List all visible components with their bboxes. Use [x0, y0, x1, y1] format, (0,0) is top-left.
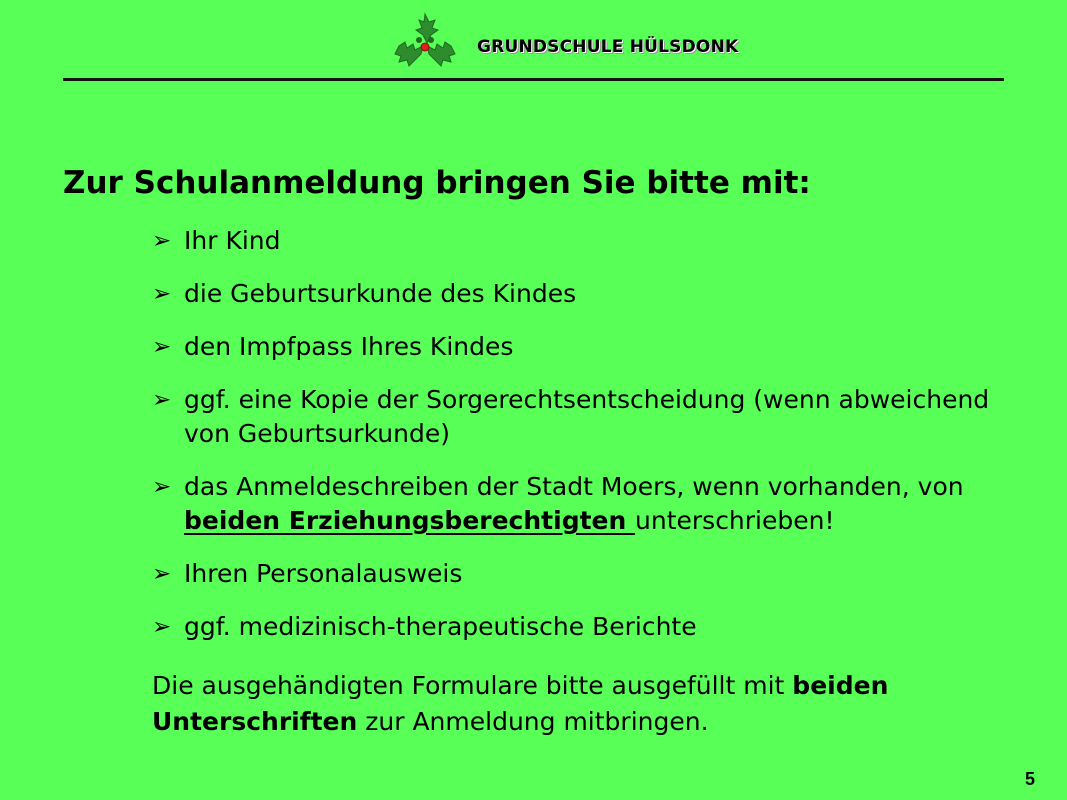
- arrow-bullet-icon: ➢: [152, 334, 172, 360]
- list-item: [152, 277, 1032, 311]
- emphasized-text: beiden Erziehungsberechtigten: [184, 506, 636, 535]
- list-item: [152, 470, 1032, 538]
- list-item-text: ggf. medizinisch-therapeutische Berichte: [184, 612, 697, 641]
- closing-text-after: zur Anmeldung mitbringen.: [357, 707, 709, 736]
- header-divider: [63, 78, 1004, 81]
- checklist: [152, 224, 1032, 663]
- slide-heading: Zur Schulanmeldung bringen Sie bitte mit:: [63, 165, 811, 201]
- school-name: GRUNDSCHULE HÜLSDONK: [477, 37, 739, 57]
- list-item-text: Ihr Kind: [184, 226, 281, 255]
- list-item: [152, 557, 1032, 591]
- list-item-text: den Impfpass Ihres Kindes: [184, 332, 514, 361]
- list-item-text-after: unterschrieben!: [635, 506, 835, 535]
- arrow-bullet-icon: ➢: [152, 474, 172, 500]
- page-number: 5: [1024, 769, 1035, 789]
- list-item-text: Ihren Personalausweis: [184, 559, 463, 588]
- list-item: [152, 330, 1032, 364]
- list-item: [152, 224, 1032, 258]
- arrow-bullet-icon: ➢: [152, 614, 172, 640]
- list-item-text: die Geburtsurkunde des Kindes: [184, 279, 577, 308]
- list-item: [152, 383, 1032, 451]
- arrow-bullet-icon: ➢: [152, 561, 172, 587]
- list-item-text: ggf. eine Kopie der Sorgerechtsentscheidung (wenn abweichend von Geburtsurkunde): [184, 385, 990, 448]
- closing-emphasis: beiden Unterschriften: [152, 671, 889, 736]
- list-item-text: [184, 470, 1032, 538]
- holly-leaves-icon: [393, 10, 457, 72]
- closing-note: [152, 668, 1012, 740]
- arrow-bullet-icon: ➢: [152, 228, 172, 254]
- closing-text-before: Die ausgehändigten Formulare bitte ausgefüllt mit: [152, 671, 793, 700]
- list-item-text-before: das Anmeldeschreiben der Stadt Moers, wenn vorhanden, von: [184, 472, 964, 501]
- arrow-bullet-icon: ➢: [152, 387, 172, 413]
- arrow-bullet-icon: ➢: [152, 281, 172, 307]
- list-item: [152, 610, 1032, 644]
